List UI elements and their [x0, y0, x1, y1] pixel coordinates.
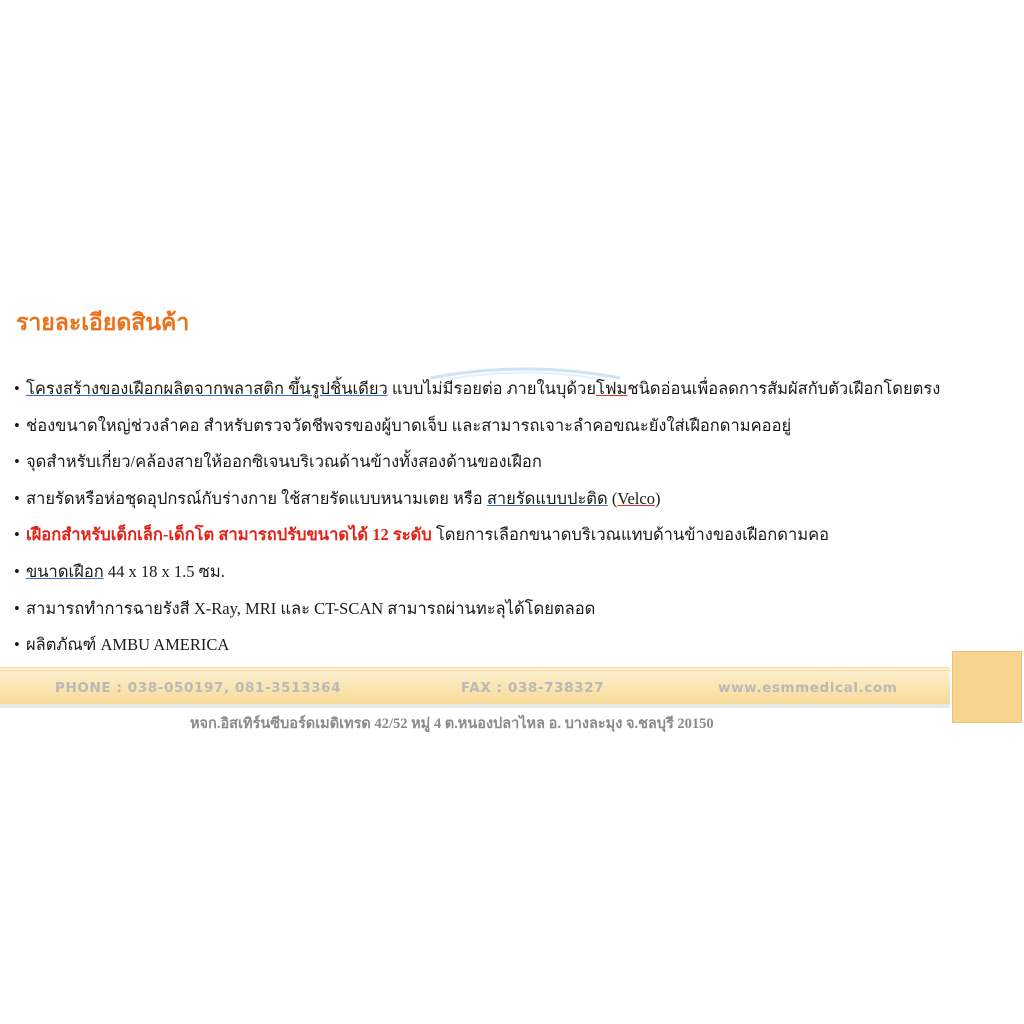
feature-text: โครงสร้างของเฝือกผลิตจากพลาสติก ขึ้นรูปชิ้นเดียว [26, 379, 388, 398]
feature-text: ผลิตภัณฑ์ AMBU AMERICA [26, 635, 230, 655]
bullet-dot: • [14, 415, 20, 435]
feature-item [14, 630, 940, 667]
feature-text: ( [607, 488, 618, 508]
feature-item [14, 411, 940, 448]
footer-corner-block [952, 651, 1022, 723]
bullet-dot: • [14, 598, 20, 618]
feature-text: Velco [617, 488, 655, 508]
footer-website: www.esmmedical.com [718, 680, 898, 696]
footer-band-stripes [0, 667, 950, 673]
feature-text: ช่องขนาดใหญ่ช่วงลำคอ สำหรับตรวจวัดชีพจรของผู้บาดเจ็บ และสามารถเจาะลำคอขณะยังใส่เฝือกดามคออยู่ [26, 415, 792, 435]
feature-text: ชนิดอ่อนเพื่อลดการสัมผัสกับตัวเฝือกโดยตรง [627, 379, 941, 398]
bullet-dot: • [14, 379, 20, 398]
feature-item [14, 520, 940, 557]
footer-fax: FAX : 038-738327 [461, 680, 605, 696]
feature-text: ) [654, 488, 661, 508]
feature-text: สายรัดแบบปะติด [486, 488, 608, 508]
feature-list [14, 374, 940, 667]
feature-item [14, 557, 940, 594]
footer-address: หจก.อิสเทิร์นซีบอร์ดเมดิเทรด 42/52 หมู่ 4 ต.หนองปลาไหล อ. บางละมุง จ.ชลบุรี 20150 [190, 716, 714, 732]
bullet-dot: • [14, 635, 20, 655]
feature-text: ขนาดเฝือก [26, 561, 104, 581]
feature-text: โฟม [595, 379, 628, 398]
footer-phone: PHONE : 038-050197, 081-3513364 [55, 680, 342, 696]
feature-text: 44 x 18 x 1.5 ซม. [103, 561, 225, 581]
bullet-dot: • [14, 525, 20, 545]
bullet-dot: • [14, 561, 20, 581]
section-heading: รายละเอียดสินค้า [16, 310, 190, 335]
feature-text: โดยการเลือกขนาดบริเวณแทบด้านข้างของเฝือกดามคอ [431, 525, 830, 545]
feature-item [14, 447, 940, 484]
feature-text: สามารถทำการฉายรังสี X-Ray, MRI และ CT-SCAN สามารถผ่านทะลุได้โดยตลอด [26, 598, 596, 618]
bullet-dot: • [14, 452, 20, 472]
feature-text: จุดสำหรับเกี่ยว/คล้องสายให้ออกซิเจนบริเวณด้านข้างทั้งสองด้านของเฝือก [26, 452, 542, 472]
feature-text: สายรัดหรือห่อชุดอุปกรณ์กับร่างกาย ใช้สายรัดแบบหนามเตย หรือ [26, 488, 487, 508]
feature-item [14, 594, 940, 631]
feature-item [14, 484, 940, 521]
bullet-dot: • [14, 488, 20, 508]
feature-item [14, 374, 940, 411]
footer-divider [0, 704, 950, 708]
feature-text: แบบไม่มีรอยต่อ ภายในบุด้วย [387, 379, 596, 398]
feature-highlight: เฝือกสำหรับเด็กเล็ก-เด็กโต สามารถปรับขนาดได้ 12 ระดับ [26, 525, 432, 545]
